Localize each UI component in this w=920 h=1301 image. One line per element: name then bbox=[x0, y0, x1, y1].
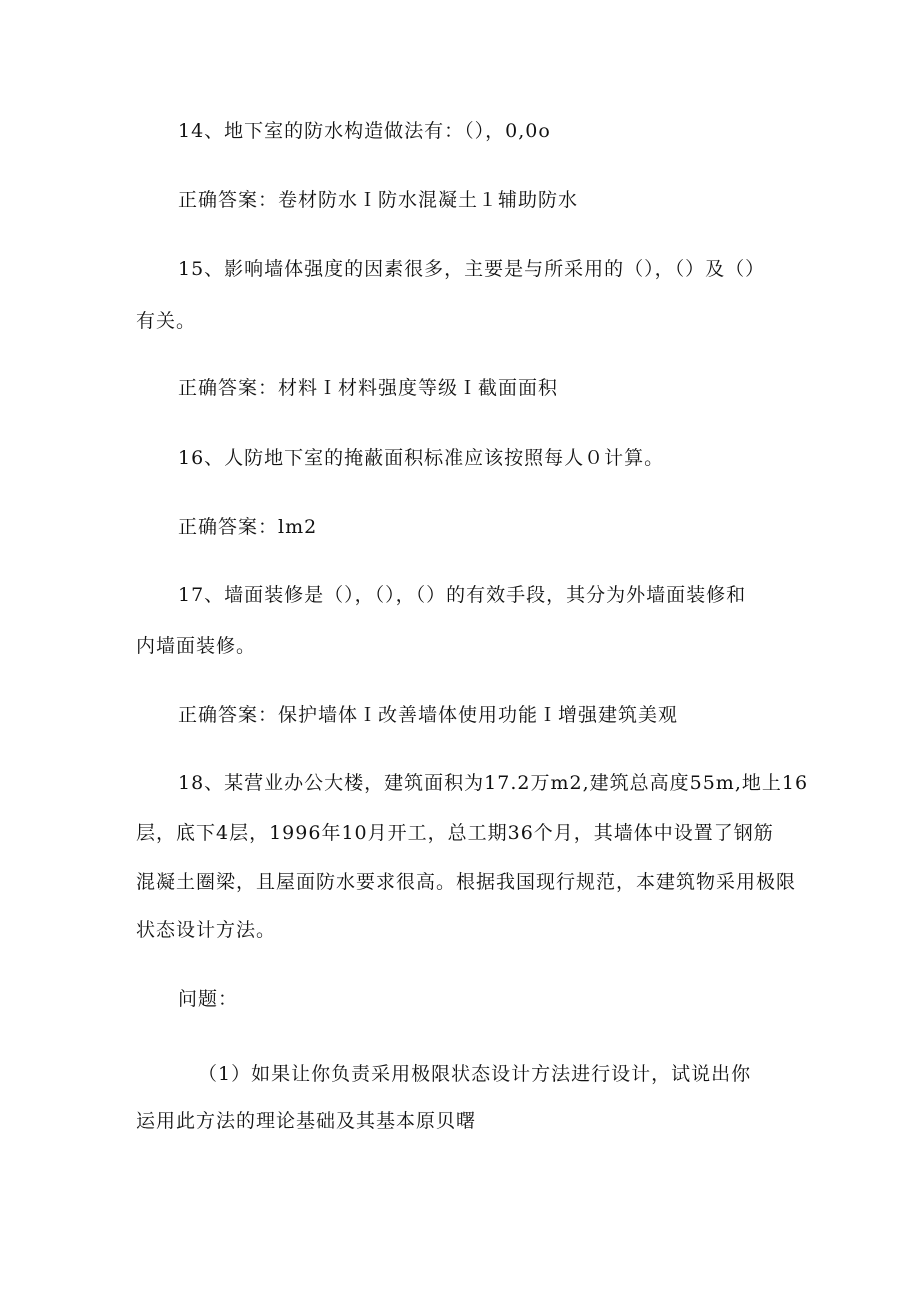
question-17-line-2: 内墙面装修。 bbox=[136, 635, 257, 657]
question-15-line-2: 有关。 bbox=[136, 310, 197, 332]
question-18-line-1: 18、某营业办公大楼，建筑面积为17.2万m2,建筑总高度55m,地上16 bbox=[178, 772, 809, 794]
answer-17: 正确答案：保护墙体Ｉ改善墙体使用功能Ｉ增强建筑美观 bbox=[178, 704, 679, 726]
question-18-line-2: 层，底下4层，1996年10月开工，总工期36个月，其墙体中设置了钢筋 bbox=[136, 822, 774, 844]
answer-14: 正确答案：卷材防水Ｉ防水混凝土１辅助防水 bbox=[178, 189, 579, 211]
question-16: 16、人防地下室的掩蔽面积标准应该按照每人０计算。 bbox=[178, 447, 665, 469]
answer-15: 正确答案：材料Ｉ材料强度等级Ｉ截面面积 bbox=[178, 377, 559, 399]
problem-heading: 问题： bbox=[178, 988, 239, 1010]
question-15-line-1: 15、影响墙体强度的因素很多，主要是与所采用的（），（）及（） bbox=[178, 258, 766, 280]
question-14: 14、地下室的防水构造做法有：（），0,0o bbox=[178, 120, 551, 142]
question-17-line-1: 17、墙面装修是（），（），（）的有效手段，其分为外墙面装修和 bbox=[178, 584, 747, 606]
sub-question-1-line-2: 运用此方法的理论基础及其基本原贝曙 bbox=[136, 1110, 477, 1132]
question-18-line-3: 混凝土圈梁，且屋面防水要求很高。根据我国现行规范，本建筑物采用极限 bbox=[136, 871, 797, 893]
question-18-line-4: 状态设计方法。 bbox=[136, 919, 277, 941]
sub-question-1-line-1: （1）如果让你负责采用极限状态设计方法进行设计，试说出你 bbox=[198, 1063, 752, 1085]
answer-16: 正确答案：lm2 bbox=[178, 516, 318, 538]
